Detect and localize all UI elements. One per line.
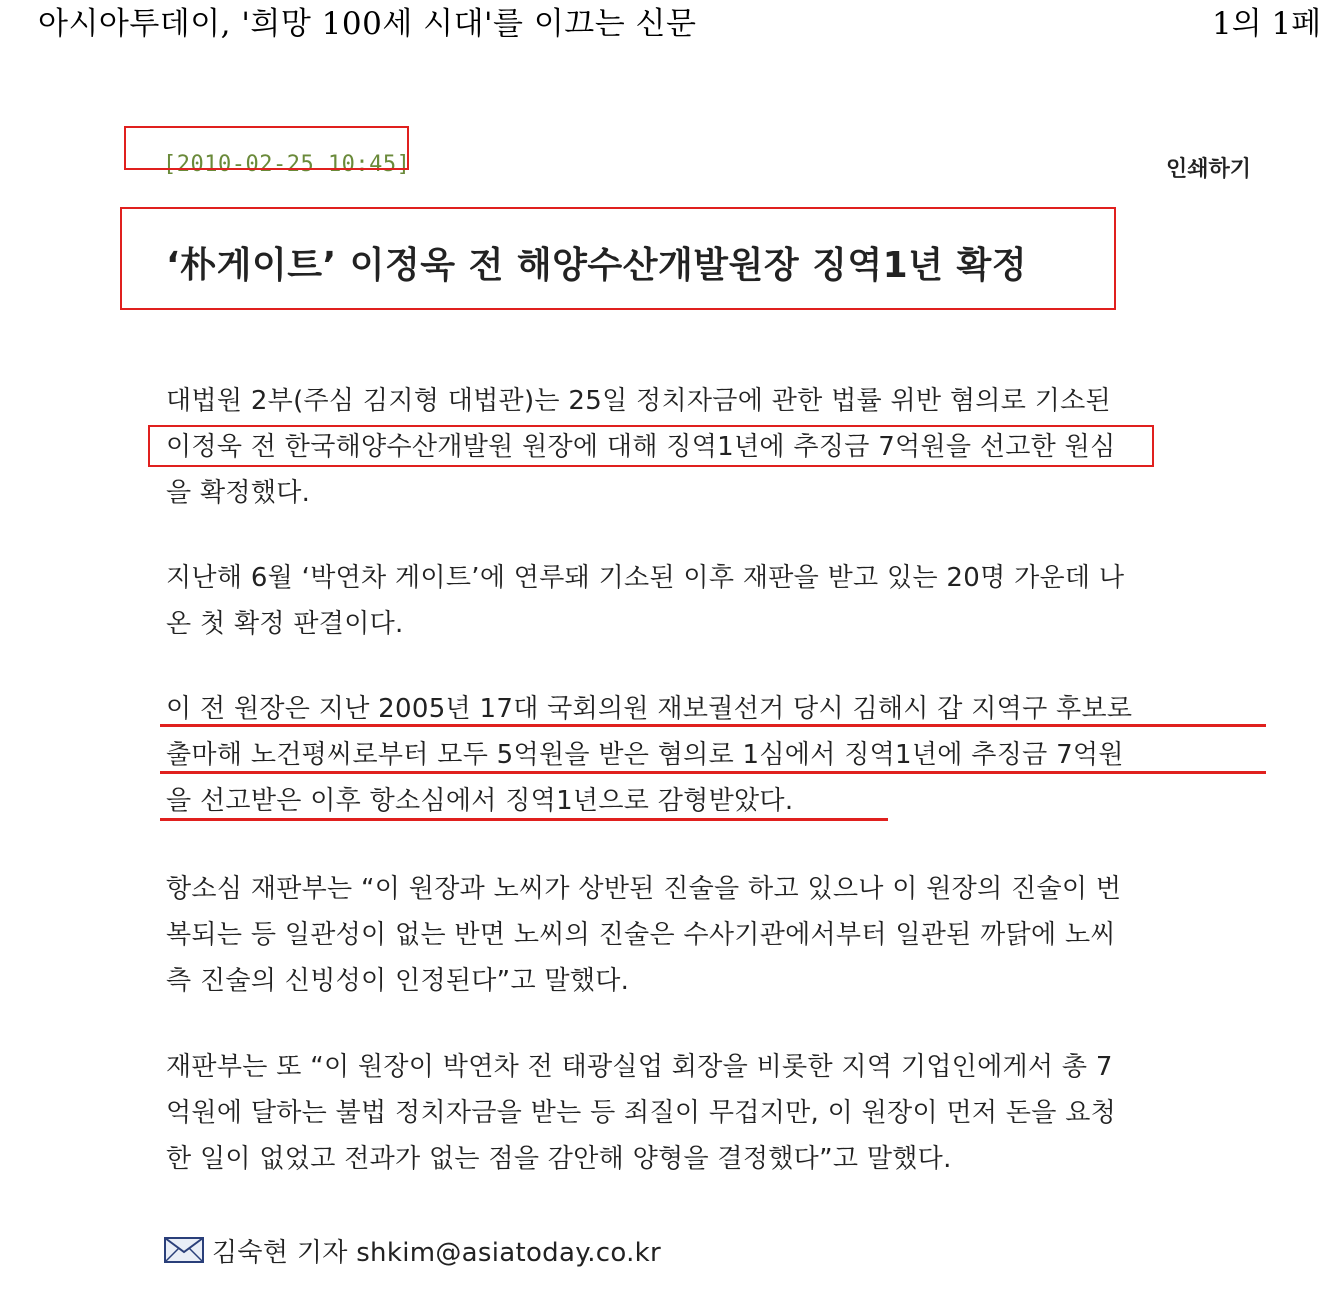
paragraph-line: 을 선고받은 이후 항소심에서 징역1년으로 감형받았다. (166, 786, 794, 816)
site-title: 아시아투데이, '희망 100세 시대'를 이끄는 신문 (38, 6, 697, 42)
byline-row (164, 1232, 661, 1268)
article-datetime: [2010-02-25 10:45] (163, 152, 411, 177)
article-paragraph (166, 1044, 1266, 1182)
paragraph-line: 이정욱 전 한국해양수산개발원 원장에 대해 징역1년에 추징금 7억원을 선고한 원심 (166, 432, 1116, 462)
paragraph-line: 을 확정했다. (166, 478, 311, 508)
sentence-highlight-box (148, 425, 1154, 467)
annotation-underline (160, 818, 888, 821)
paragraph-line: 대법원 2부(주심 김지형 대법관)는 25일 정치자금에 관한 법률 위반 혐의로 기소된 (166, 386, 1111, 416)
paragraph-line: 억원에 달하는 불법 정치자금을 받는 등 죄질이 무겁지만, 이 원장이 먼저 돈을 요청 (166, 1098, 1117, 1128)
paragraph-line: 복되는 등 일관성이 없는 반면 노씨의 진술은 수사기관에서부터 일관된 까닭에 노씨 (166, 920, 1116, 950)
article-paragraph (166, 555, 1266, 647)
page-number: 1의 1페 (1212, 6, 1321, 42)
article-paragraph (166, 866, 1266, 1004)
article-headline: ‘朴게이트’ 이정욱 전 해양수산개발원장 징역1년 확정 (166, 245, 1028, 286)
paragraph-line: 온 첫 확정 판결이다. (166, 609, 404, 639)
annotation-underline (160, 771, 1266, 774)
print-link[interactable]: 인쇄하기 (1166, 157, 1252, 182)
annotation-underline (160, 724, 1266, 727)
paragraph-line: 지난해 6월 ‘박연차 게이트’에 연루돼 기소된 이후 재판을 받고 있는 20명 가운데 나 (166, 563, 1125, 593)
article-paragraph (166, 686, 1266, 824)
mail-envelope-icon[interactable] (164, 1237, 204, 1263)
paragraph-line: 측 진술의 신빙성이 인정된다”고 말했다. (166, 966, 630, 996)
paragraph-line: 한 일이 없었고 전과가 없는 점을 감안해 양형을 결정했다”고 말했다. (166, 1144, 952, 1174)
paragraph-line: 항소심 재판부는 “이 원장과 노씨가 상반된 진술을 하고 있으나 이 원장의 진술이 번 (166, 874, 1122, 904)
datetime-highlight-box (124, 126, 409, 170)
paragraph-line: 이 전 원장은 지난 2005년 17대 국회의원 재보궐선거 당시 김해시 갑 지역구 후보로 (166, 694, 1133, 724)
paragraph-line: 출마해 노건평씨로부터 모두 5억원을 받은 혐의로 1심에서 징역1년에 추징금 7억원 (166, 740, 1124, 770)
byline: 김숙현 기자 shkim@asiatoday.co.kr (212, 1237, 662, 1268)
paragraph-line: 재판부는 또 “이 원장이 박연차 전 태광실업 회장을 비롯한 지역 기업인에게서 총 7 (166, 1052, 1113, 1082)
